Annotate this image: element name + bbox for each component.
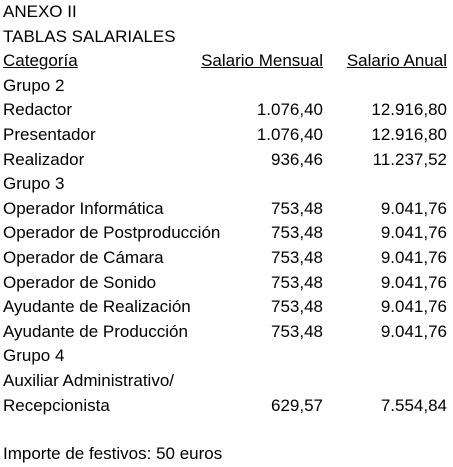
group-label: Grupo 3 bbox=[3, 174, 65, 194]
table-row-continuation bbox=[3, 369, 451, 394]
header-category: Categoría bbox=[3, 51, 78, 71]
row-category: Operador de Cámara bbox=[3, 247, 164, 267]
row-category: Redactor bbox=[3, 100, 72, 120]
table-row bbox=[3, 246, 451, 271]
row-monthly: 753,48 bbox=[271, 247, 323, 267]
footer-note: Importe de festivos: 50 euros bbox=[3, 444, 223, 464]
table-title: TABLAS SALARIALES bbox=[3, 26, 176, 46]
row-category: Ayudante de Producción bbox=[3, 321, 188, 341]
table-row bbox=[3, 320, 451, 345]
row-monthly: 1.076,40 bbox=[256, 100, 323, 120]
row-monthly: 753,48 bbox=[271, 198, 323, 218]
row-annual: 9.041,76 bbox=[380, 223, 447, 243]
row-annual: 11.237,52 bbox=[372, 149, 447, 169]
table-row bbox=[3, 295, 451, 320]
row-category: Presentador bbox=[3, 124, 96, 144]
row-monthly: 1.076,40 bbox=[256, 124, 323, 144]
row-monthly: 936,46 bbox=[271, 149, 323, 169]
group-label: Grupo 2 bbox=[3, 75, 65, 95]
table-row bbox=[3, 221, 451, 246]
row-monthly: 753,48 bbox=[271, 297, 323, 317]
row-annual: 7.554,84 bbox=[380, 395, 447, 415]
row-annual: 9.041,76 bbox=[380, 272, 447, 292]
row-annual: 12.916,80 bbox=[371, 100, 447, 120]
header-annual-salary: Salario Anual bbox=[346, 51, 447, 71]
table-row bbox=[3, 148, 451, 173]
table-row bbox=[3, 394, 451, 419]
row-category: Realizador bbox=[3, 149, 85, 169]
annex-title: ANEXO II bbox=[3, 2, 77, 21]
table-row bbox=[3, 98, 451, 123]
header-monthly-salary: Salario Mensual bbox=[201, 51, 323, 71]
group-label: Grupo 4 bbox=[3, 346, 65, 366]
row-annual: 9.041,76 bbox=[380, 198, 447, 218]
row-monthly: 753,48 bbox=[271, 272, 323, 292]
table-header-row bbox=[3, 49, 451, 74]
row-monthly: 753,48 bbox=[271, 223, 323, 243]
row-category: Operador Informática bbox=[3, 198, 164, 218]
row-monthly: 629,57 bbox=[271, 395, 323, 415]
row-category: Operador de Sonido bbox=[3, 272, 157, 292]
spacer bbox=[3, 418, 451, 442]
row-category-line1: Auxiliar Administrativo/ bbox=[3, 370, 175, 390]
row-annual: 9.041,76 bbox=[380, 297, 447, 317]
row-category: Operador de Postproducción bbox=[3, 223, 221, 243]
row-category: Ayudante de Realización bbox=[3, 297, 191, 317]
row-monthly: 753,48 bbox=[271, 321, 323, 341]
table-row bbox=[3, 123, 451, 148]
row-annual: 9.041,76 bbox=[380, 247, 447, 267]
row-annual: 12.916,80 bbox=[371, 124, 447, 144]
table-row bbox=[3, 271, 451, 296]
salary-document bbox=[3, 0, 451, 467]
row-category: Recepcionista bbox=[3, 395, 110, 415]
row-annual: 9.041,76 bbox=[380, 321, 447, 341]
table-row bbox=[3, 197, 451, 222]
